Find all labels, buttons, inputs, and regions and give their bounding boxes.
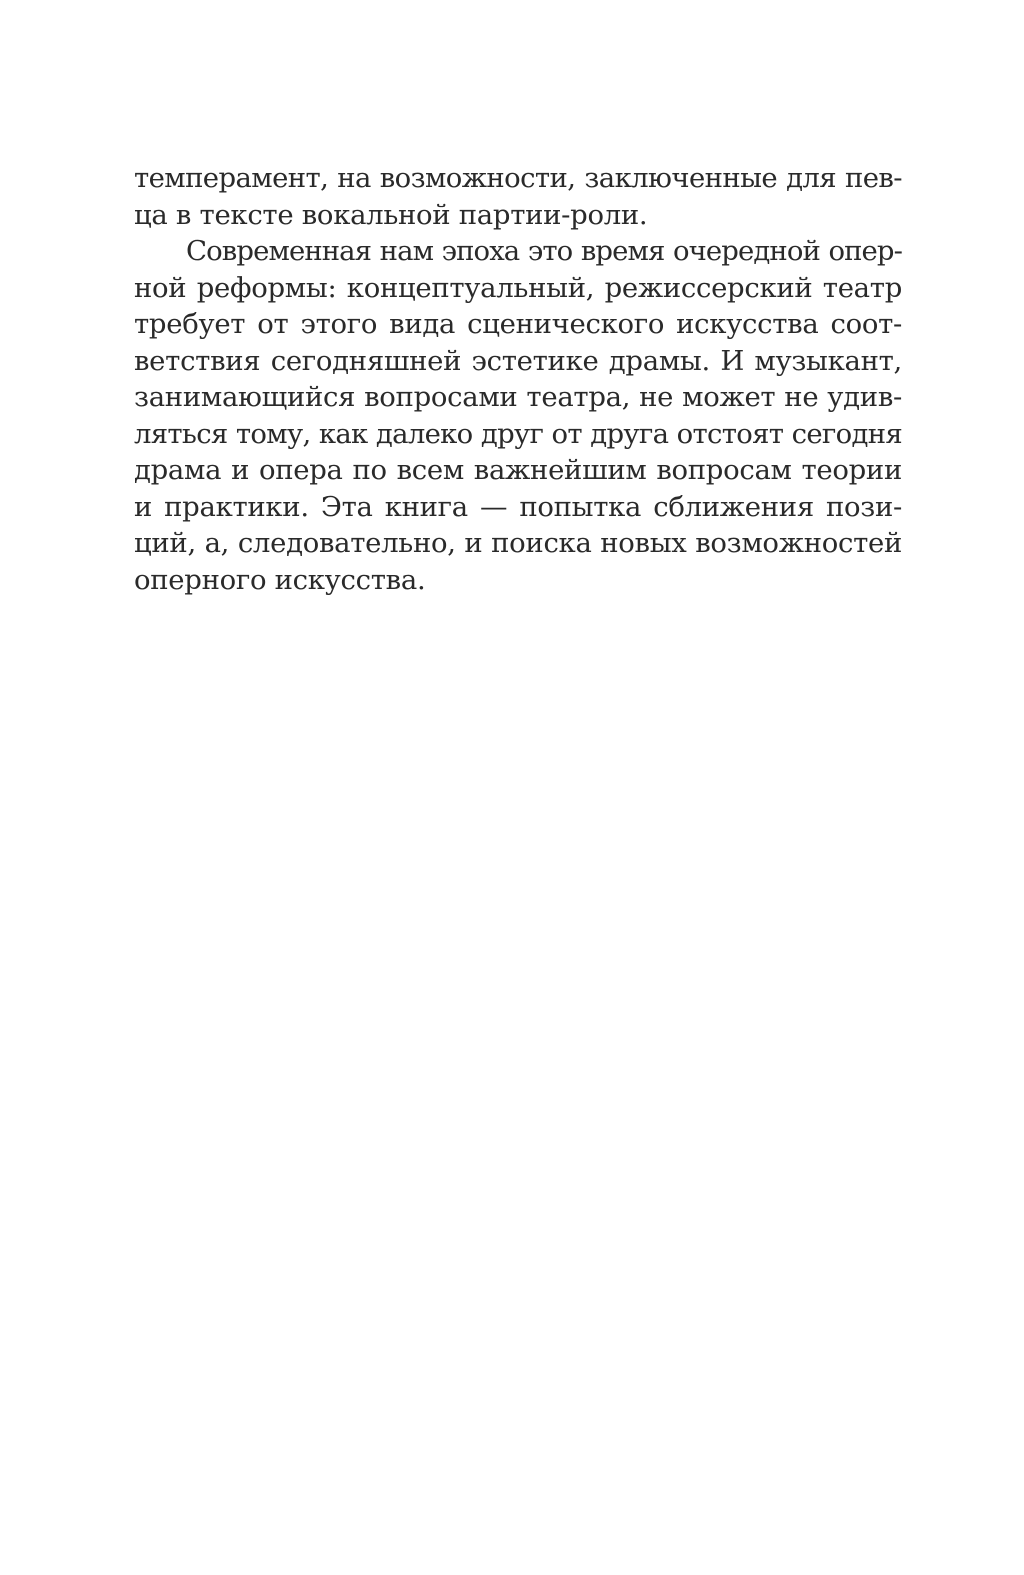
- text-line: драма и опера по всем важнейшим вопросам теории: [134, 454, 902, 486]
- text-line: оперного искусства.: [134, 563, 426, 596]
- text-line: ца в тексте вокальной партии-роли.: [134, 198, 648, 231]
- text-line: ной реформы: концептуальный, режиссерский театр: [134, 271, 902, 304]
- paragraph-first-line: Современная нам эпоха это время очередной опер-: [186, 235, 902, 267]
- body-text: [134, 160, 902, 598]
- text-line: ветствия сегодняшней эстетике драмы. И музыкант,: [134, 344, 902, 377]
- text-line: и практики. Эта книга — попытка сближения пози-: [134, 490, 902, 523]
- text-line: ций, а, следовательно, и поиска новых возможностей: [134, 527, 902, 559]
- text-line: темперамент, на возможности, заключенные для пев-: [134, 162, 902, 194]
- text-line: занимающийся вопросами театра, не может не удив-: [134, 381, 902, 413]
- text-line: ляться тому, как далеко друг от друга отстоят сегодня: [134, 417, 902, 450]
- text-line: требует от этого вида сценического искусства соот-: [134, 308, 902, 340]
